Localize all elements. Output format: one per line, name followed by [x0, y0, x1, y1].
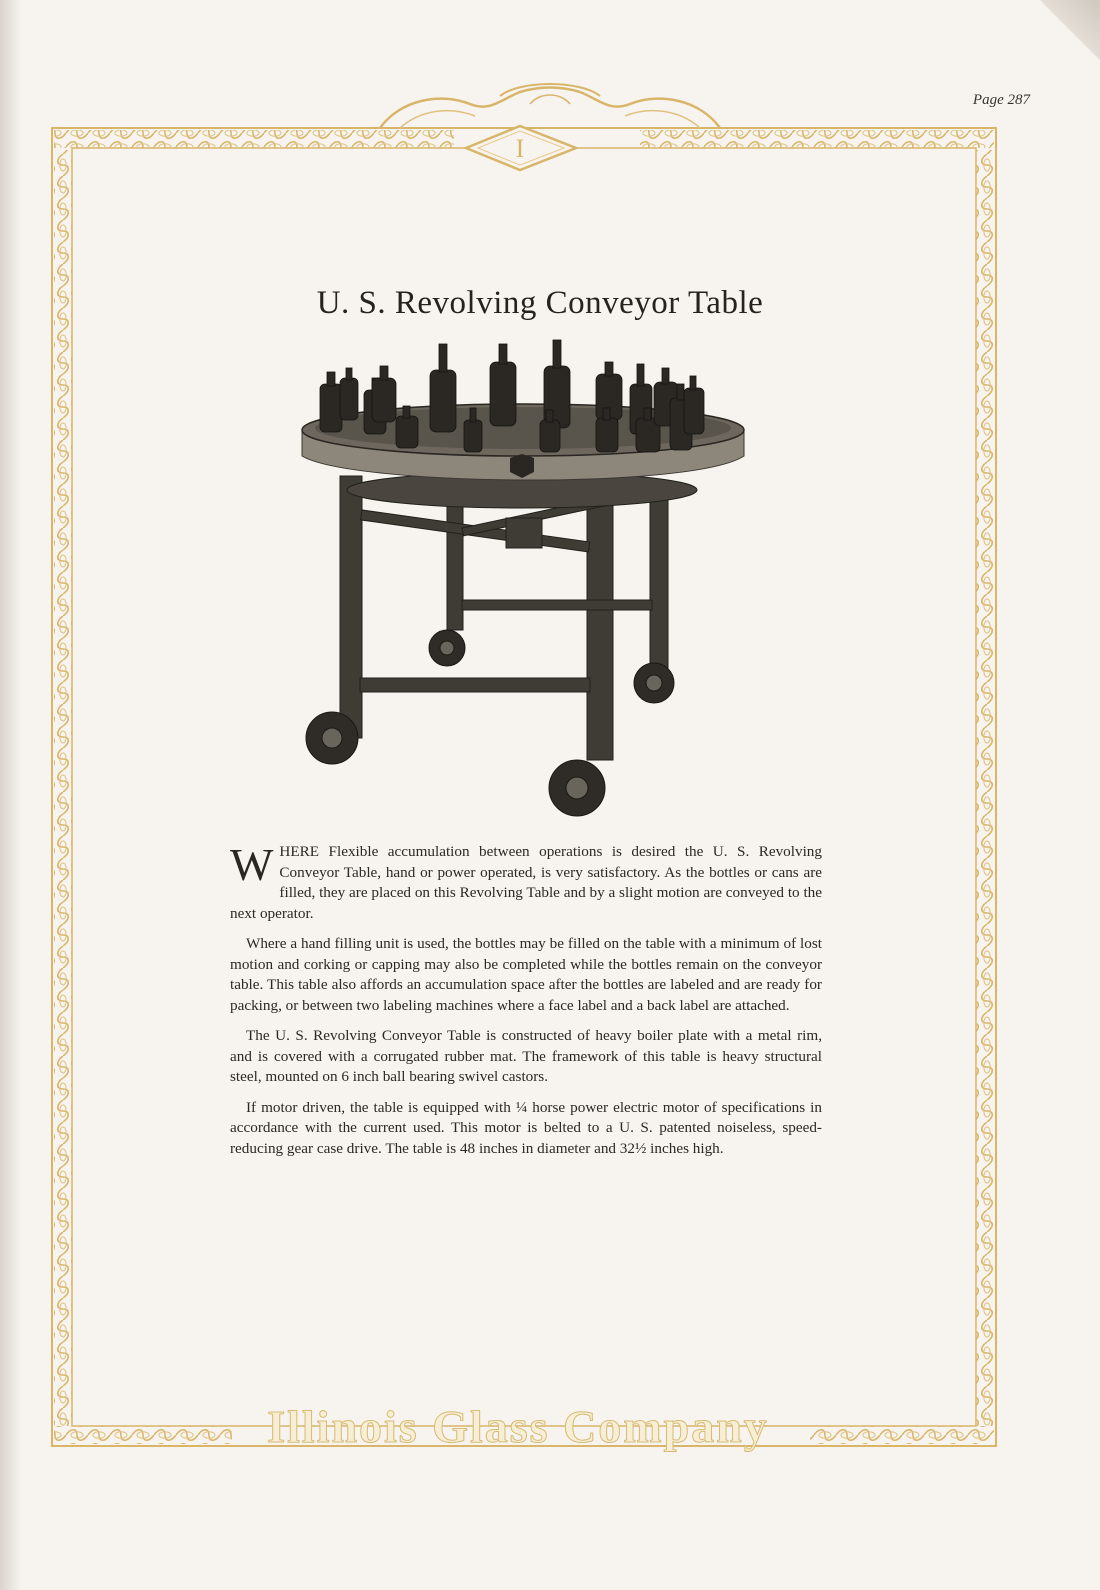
conveyor-table-photo: [292, 338, 754, 818]
emblem-letter: I: [515, 134, 525, 163]
paragraph-2: Where a hand filling unit is used, the bottles may be filled on the table with a minimum of lost motion and corking or capping may also be completed while the bottles remain on the conveyor table. This table also affords an accumulation space after the bottles are labeled and are ready for packing, or between two labeling machines where a face label and a back label are attached.: [230, 935, 822, 1014]
paragraph-3: The U. S. Revolving Conveyor Table is constructed of heavy boiler plate with a metal rim, and is covered with a corrugated rubber mat. The framework of this table is heavy structural steel, mounted on 6 inch ball bearing swivel castors.: [230, 1027, 822, 1085]
article-body: [230, 839, 822, 1169]
company-name-footer: Illinois Glass Company: [267, 1401, 769, 1452]
paragraph-1: [230, 839, 822, 924]
page-number: Page 287: [972, 92, 1030, 108]
paragraph-4: If motor driven, the table is equipped with ¼ horse power electric motor of specifications in accordance with the current used. This motor is belted to a U. S. patented noiseless, speed-reducing gear case drive. The table is 48 inches in diameter and 32½ inches high.: [230, 1098, 822, 1157]
paragraph-1-text: HERE Flexible accumulation between operations is desired the U. S. Revolving Conveyor Table, hand or power operated, is very satisfactory. As the bottles or cans are filled, they are placed on this Revolving Table and by a slight motion are conveyed to the next operator.: [230, 843, 822, 922]
page-title: U. S. Revolving Conveyor Table: [316, 285, 764, 321]
drop-cap: W: [230, 839, 274, 890]
